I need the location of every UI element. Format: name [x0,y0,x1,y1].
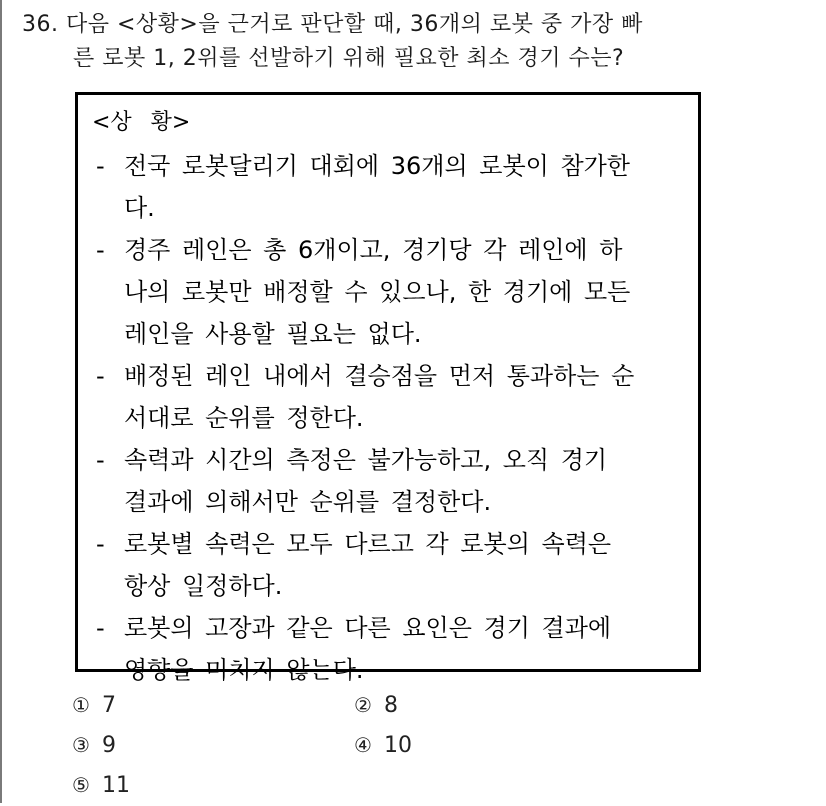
situation-item [96,145,686,229]
choice-value: 10 [384,733,412,758]
choice-4[interactable] [354,725,412,766]
situation-item [96,229,686,355]
situation-item [96,523,686,607]
choice-value: 9 [102,733,116,758]
dash-bullet: - [96,530,105,558]
item-line: 결과에 의해서만 순위를 결정한다. [124,488,492,516]
choice-value: 11 [102,773,130,798]
item-line: 영향을 미치지 않는다. [124,656,364,684]
item-line: 서대로 순위를 정한다. [124,404,364,432]
situation-title: <상 황> [92,110,191,135]
circled-number-3-icon: ③ [72,733,90,757]
item-line: 경주 레인은 총 6개이고, 경기당 각 레인에 하 [124,236,623,264]
situation-item [96,439,686,523]
item-line: 다. [124,194,155,222]
item-line: 전국 로봇달리기 대회에 36개의 로봇이 참가한 [124,152,630,180]
item-line: 로봇의 고장과 같은 다른 요인은 경기 결과에 [124,614,612,642]
question-text-1: 다음 <상황>을 근거로 판단할 때, 36개의 로봇 중 가장 빠 [66,12,643,37]
situation-items [96,145,686,691]
choice-3[interactable] [72,725,116,766]
dash-bullet: - [96,446,105,474]
item-line: 항상 일정하다. [124,572,283,600]
dash-bullet: - [96,236,105,264]
question-line-2: 른 로봇 1, 2위를 선발하기 위해 필요한 최소 경기 수는? [73,46,625,71]
situation-item [96,607,686,691]
choice-value: 7 [102,693,116,718]
circled-number-4-icon: ④ [354,733,372,757]
item-line: 속력과 시간의 측정은 불가능하고, 오직 경기 [124,446,608,474]
question-stem [22,8,812,76]
dash-bullet: - [96,614,105,642]
question-number: 36. [22,12,59,37]
item-line: 로봇별 속력은 모두 다르고 각 로봇의 속력은 [124,530,612,558]
situation-item [96,355,686,439]
page-left-border [0,0,2,803]
choice-2[interactable] [354,685,398,726]
choice-1[interactable] [72,685,116,726]
item-line: 레인을 사용할 필요는 없다. [124,320,422,348]
situation-box [75,92,701,684]
item-line: 배정된 레인 내에서 결승점을 먼저 통과하는 순 [124,362,635,390]
dash-bullet: - [96,152,105,180]
choice-5[interactable] [72,765,130,806]
circled-number-5-icon: ⑤ [72,773,90,797]
question-line-1 [22,8,812,42]
item-line: 나의 로봇만 배정할 수 있으나, 한 경기에 모든 [124,278,631,306]
dash-bullet: - [96,362,105,390]
circled-number-1-icon: ① [72,693,90,717]
choice-value: 8 [384,693,398,718]
circled-number-2-icon: ② [354,693,372,717]
